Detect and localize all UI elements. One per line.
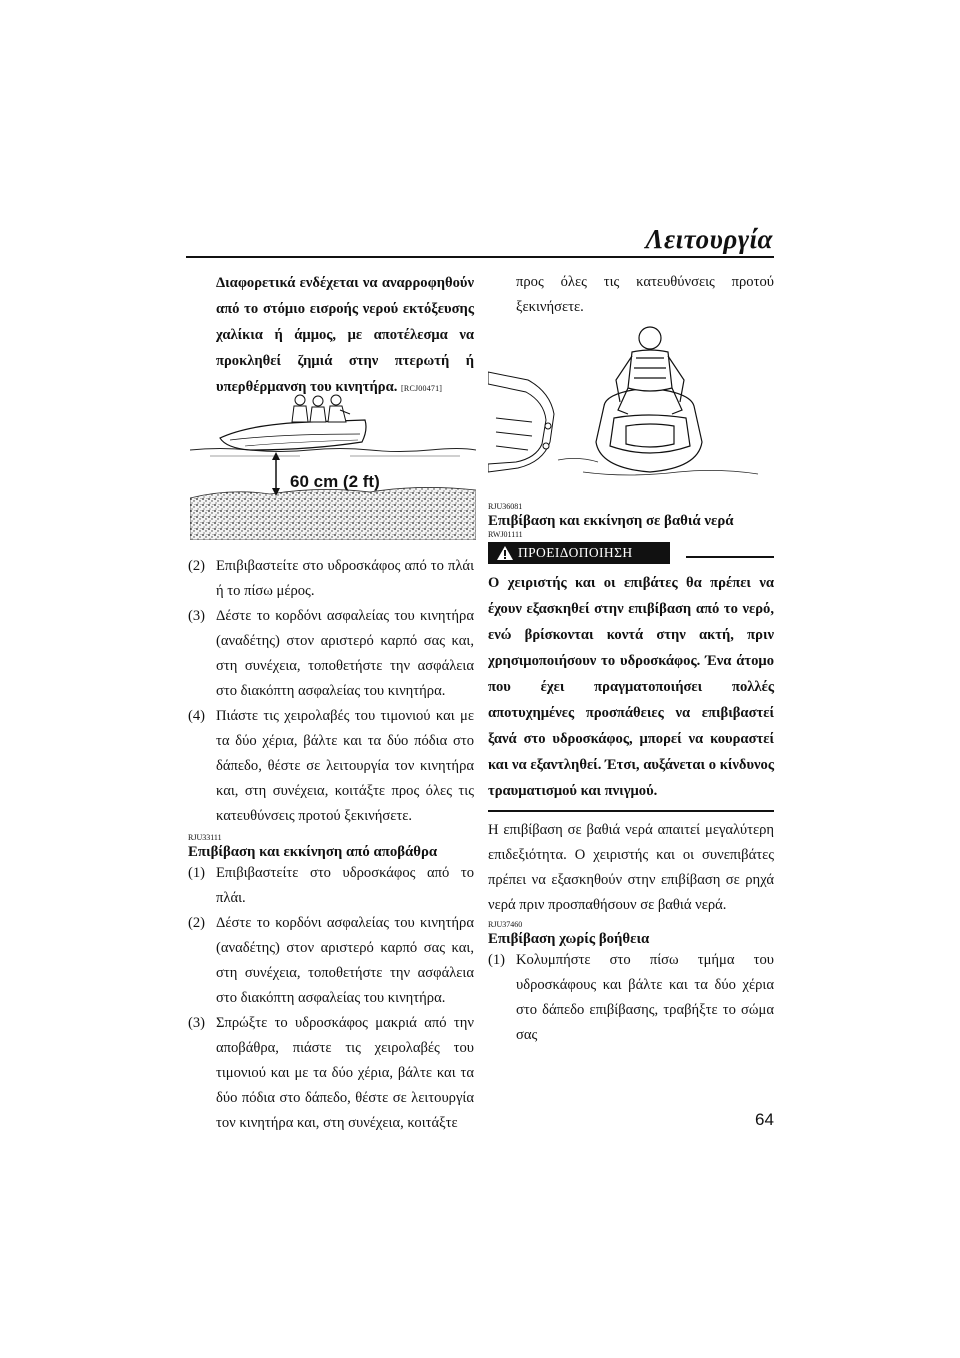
section-heading-deep-water: Επιβίβαση και εκκίνηση σε βαθιά νερά [488, 513, 734, 529]
subsection-heading: Επιβίβαση χωρίς βοήθεια [488, 930, 650, 947]
warning-rule [686, 556, 774, 558]
notice-text: Διαφορετικά ενδέχεται να αναρροφηθούν από το στόμιο εισροής νερού εκτόξευσης χαλίκια ή άμμος, με αποτέλεσμα να προκληθεί ζημιά στην πτερωτή ή υπερθέρμανση του κινητήρα. [216, 275, 474, 395]
list-item: (2) Δέστε το κορδόνι ασφαλείας του κινητήρα (αναδέτης) στον αριστερό καρπό σας και, στη συνέχεια, τοποθετήστε την ασφάλεια στο διακόπτη ασφαλείας του κινητήρα. [188, 915, 474, 1006]
watercraft-depth-figure [190, 390, 476, 540]
right-column [488, 502, 774, 1048]
left-column [188, 270, 474, 402]
page-title: Λειτουργία [645, 224, 773, 254]
list-item: (3) Δέστε το κορδόνι ασφαλείας του κινητήρα (αναδέτης) στον αριστερό καρπό σας και, στη συνέχεια, τοποθετήστε την ασφάλεια στο διακόπτη ασφαλείας του κινητήρα. [188, 608, 474, 699]
list-item: (4) Πιάστε τις χειρολαβές του τιμονιού και με τα δύο χέρια, βάλτε και τα δύο πόδια στο δάπεδο, θέστε σε λειτουργία τον κινητήρα και, στη συνέχεια, κοιτάξτε προς όλες τις κατευθύνσεις προτού ξεκινήσετε. [188, 708, 474, 824]
list-item: (1) Επιβιβαστείτε στο υδροσκάφος από το πλάι. [188, 865, 474, 906]
list-item: (2) Επιβιβαστείτε στο υδροσκάφος από το πλάι ή το πίσω μέρος. [188, 558, 474, 599]
notice-code: [RCJ00471] [401, 384, 443, 393]
section-code: RJU33111 [188, 833, 222, 842]
warning-end-rule [488, 810, 774, 812]
list-item: (3) Σπρώξτε το υδροσκάφος μακριά από την αποβάθρα, πιάστε τις χειρολαβές του τιμονιού και με τα δύο χέρια, βάλτε και τα δύο πόδια στο δάπεδο, θέστε σε λειτουργία τον κινητήρα και, στη συνέχεια, κοιτάξτε [188, 1015, 474, 1131]
page-number: 64 [755, 1110, 774, 1129]
steps-list-1 [188, 554, 474, 829]
section-code: RJU36081 [488, 502, 523, 511]
warning-label-box [488, 542, 670, 564]
header-rule [186, 256, 774, 258]
warning-icon [496, 545, 514, 561]
steps-list-2 [188, 861, 474, 1136]
list-item: (1) Κολυμπήστε στο πίσω τμήμα του υδροσκάφους και βάλτε και τα δύο χέρια στο δάπεδο επιβίβασης, τραβήξτε το σώμα σας [488, 951, 774, 1043]
continuation-text: προς όλες τις κατευθύνσεις προτού ξεκινήσετε. [516, 274, 774, 315]
warning-text: Ο χειριστής και οι επιβάτες θα πρέπει να έχουν εξασκηθεί στην επιβίβαση από το νερό, ενώ βρίσκονται κοντά στην ακτή, πριν χρησιμοποιήσουν το υδροσκάφος. Ένα άτομο που έχει πραγματοποιήσει πολλές αποτυχημένες προσπάθειες να επιβιβαστεί ξανά στο υδροσκάφος, μπορεί να κουραστεί και να εξαντληθεί. Έτσι, αυξάνεται ο κίνδυνος τραυματισμού και πνιγμού. [488, 575, 774, 799]
dock-rider-figure [488, 322, 774, 482]
warning-code: RWJ01111 [488, 530, 523, 539]
notice-block [188, 270, 474, 402]
left-column-lower [188, 554, 474, 1136]
right-column-top [488, 270, 774, 320]
depth-label: 60 cm (2 ft) [290, 472, 380, 491]
warning-label: ΠΡΟΕΙΔΟΠΟΙΗΣΗ [518, 545, 633, 560]
warning-banner [488, 542, 774, 564]
subsection-code: RJU37460 [488, 919, 523, 929]
section-heading-dock: Επιβίβαση και εκκίνηση από αποβάθρα [188, 844, 438, 860]
deep-water-paragraph: Η επιβίβαση σε βαθιά νερά απαιτεί μεγαλύτερη επιδεξιότητα. Ο χειριστής και οι συνεπιβάτες πρέπει να εξασκηθούν στην επιβίβαση σε ρηχά νερά πριν προσπαθήσουν σε βαθιά νερά. [488, 821, 774, 913]
